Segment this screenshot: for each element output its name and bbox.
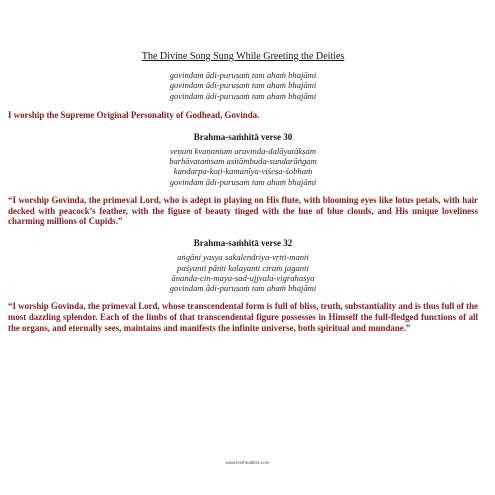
verse-32: [103, 252, 383, 293]
translation-32: “I worship Govinda, the primeval Lord, whose transcendental form is full of bliss, truth, substantiality and is thus full of the most dazzling splendor. Each of the limbs of that transcendental figure possesses in Himself the full-fledged functions of all the organs, and eternally sees, maintains and manifests the infinite universe, both spiritual and mundane.”: [8, 301, 478, 334]
verse-line: govindam ādi-puruṣaṁ tam ahaṁ bhajāmi: [169, 70, 317, 80]
verse-reference-32: Brahma-saṁhitā verse 32: [193, 238, 293, 249]
verse-line: govindam ādi-puruṣaṁ tam ahaṁ bhajāmi: [169, 90, 317, 101]
opening-translation: I worship the Supreme Original Personality of Godhead, Govinda.: [8, 109, 260, 120]
page-title: The Divine Song Sung While Greeting the Deities: [141, 51, 345, 62]
verse-line: aṅgāni yasya sakalendriya-vṛtti-manti: [177, 252, 309, 263]
translation-30: “I worship Govinda, the primeval Lord, who is adept in playing on His flute, with blooming eyes like lotus petals, with hair decked with peacock’s feather, with the figure of beauty tinged with the hue of blue clouds, and His unique loveliness charming millions of Cupids.”: [8, 194, 478, 227]
verse-line: paśyanti pānti kalayanti ciraṁ jaganti: [177, 262, 309, 273]
verse-line: kandarpa-koṭi-kamanīya-viśeṣa-śobhaṁ: [173, 166, 313, 177]
verse-line: barhāvataṁsam asitāmbuda-sundarāṅgam: [169, 155, 317, 166]
verse-reference-30: Brahma-saṁhitā verse 30: [193, 131, 293, 142]
verse-line: govindam ādi-puruṣaṁ tam ahaṁ bhajāmi: [169, 283, 317, 294]
verse-30: [103, 146, 383, 187]
opening-verse: [103, 70, 383, 101]
footer-url: www.krishnabliss.com: [225, 460, 270, 465]
verse-line: ānanda-cin-maya-sad-ujjvala-vigrahasya: [171, 272, 315, 283]
verse-line: veṇuṁ kvaṇantam aravinda-dalāyatākṣam: [169, 145, 317, 156]
verse-line: govindam ādi-puruṣaṁ tam ahaṁ bhajāmi: [169, 176, 317, 187]
verse-line: govindam ādi-puruṣaṁ tam ahaṁ bhajāmi: [169, 80, 317, 91]
document-page: [8, 51, 478, 334]
